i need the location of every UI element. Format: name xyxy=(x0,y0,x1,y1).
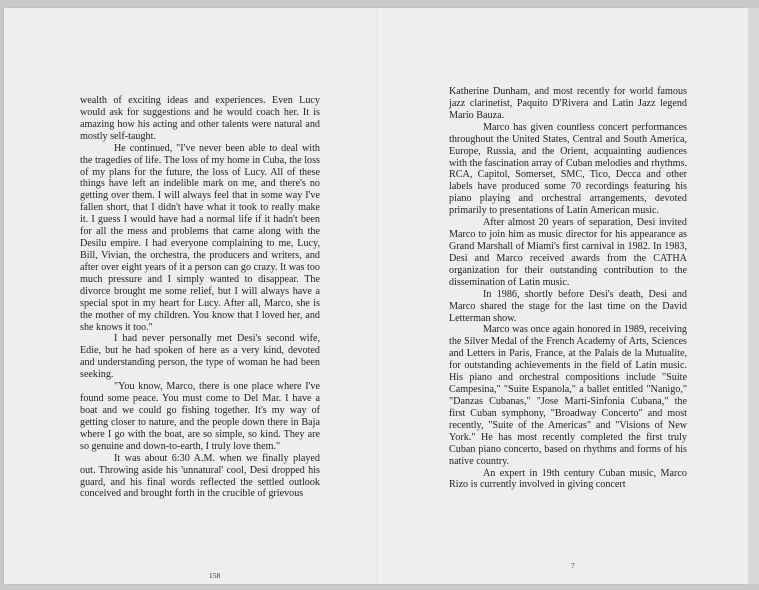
book-spread xyxy=(4,8,748,584)
paragraph: "You know, Marco, there is one place where I've found some peace. You must come to Del Mar. I have a boat and we could go fishing together. It's my way of getting closer to nature, and the people down there in Baja where I go with the boat, are so simple, so kind. They are so genuine and down-to-earth, I truly love them." xyxy=(80,381,320,452)
page-number-left: 158 xyxy=(209,571,221,580)
paragraph: An expert in 19th century Cuban music, Marco Rizo is currently involved in giving concert xyxy=(449,467,687,491)
paragraph: Marco has given countless concert performances throughout the United States, Central and South America, Europe, Russia, and the Orient, acquainting audiences with the fascination array of Cuban melodies and rhythms. RCA, Capitol, Somerset, SMC, Tico, Decca and other labels have produced some 70 recordings featuring his piano playing and orchestral arrangements, devoted primarily to presentations of Latin American music. xyxy=(449,121,687,217)
page-edge xyxy=(748,8,759,584)
right-page-text xyxy=(449,86,687,491)
paragraph: After almost 20 years of separation, Desi invited Marco to join him as music director for his appearance as Grand Marshall of Miami's first carnival in 1982. In 1983, Desi and Marco received awards from the CATHA organization for their outstanding contribution to the dissemination of Latin music. xyxy=(449,217,687,288)
paragraph: It was about 6:30 A.M. when we finally played out. Throwing aside his 'unnatural' cool, Desi dropped his guard, and his final words reflected the settled outlook conceived and brought forth in the crucible of grievous xyxy=(80,452,320,500)
paragraph: wealth of exciting ideas and experiences. Even Lucy would ask for suggestions and he would coach her. It is amazing how his acting and other talents were natural and mostly self-taught. xyxy=(80,95,320,142)
paragraph: In 1986, shortly before Desi's death, Desi and Marco shared the stage for the last time on the David Letterman show. xyxy=(449,288,687,324)
paragraph: Marco was once again honored in 1989, receiving the Silver Medal of the French Academy of Arts, Sciences and Letters in Paris, France, at the Palais de la Mutualite, for outstanding achievements in the field of Latin music. His piano and orchestral compositions include "Suite Campesina," "Suite Espanola," a ballet entitled "Nanigo," "Danzas Cubanas," "Jose Marti-Sinfonia Cubana," the first Cuban symphony, "Broadway Concerto" and most recently, "Suite of the Americas" and "Visions of New York." He has most recently completed the first truly Cuban piano concerto, based on rhythms and forms of his native country. xyxy=(449,324,687,467)
paragraph: I had never personally met Desi's second wife, Edie, but he had spoken of here as a very kind, devoted and understanding person, the type of woman he had been seeking. xyxy=(80,333,320,381)
paragraph: Katherine Dunham, and most recently for world famous jazz clarinetist, Paquito D'Rivera and Latin Jazz legend Mario Bauza. xyxy=(449,86,687,121)
gutter xyxy=(376,8,377,584)
left-page-text xyxy=(80,95,320,500)
page-number-right: 7 xyxy=(571,561,575,570)
paragraph: He continued, "I've never been able to deal with the tragedies of life. The loss of my home in Cuba, the loss of my plans for the future, the loss of Lucy. All of these things have left an indelible mark on me, and there's no getting over them. I will always feel that in some way I've fallen short, that I didn't have what it took to really make it. I guess I would have had a normal life if it hadn't been for all the mess and problems that came along with the Desilu empire. I had everyone complaining to me, Lucy, Bill, Vivian, the orchestra, the producers and writers, and after over eight years of it a person can go crazy. It was too much pressure and I simply wanted to disappear. The divorce brought me some relief, but I will always have a special spot in my heart for Lucy. After all, Marco, she is the mother of my children. You know that I loved her, and she knows it too." xyxy=(80,142,320,333)
